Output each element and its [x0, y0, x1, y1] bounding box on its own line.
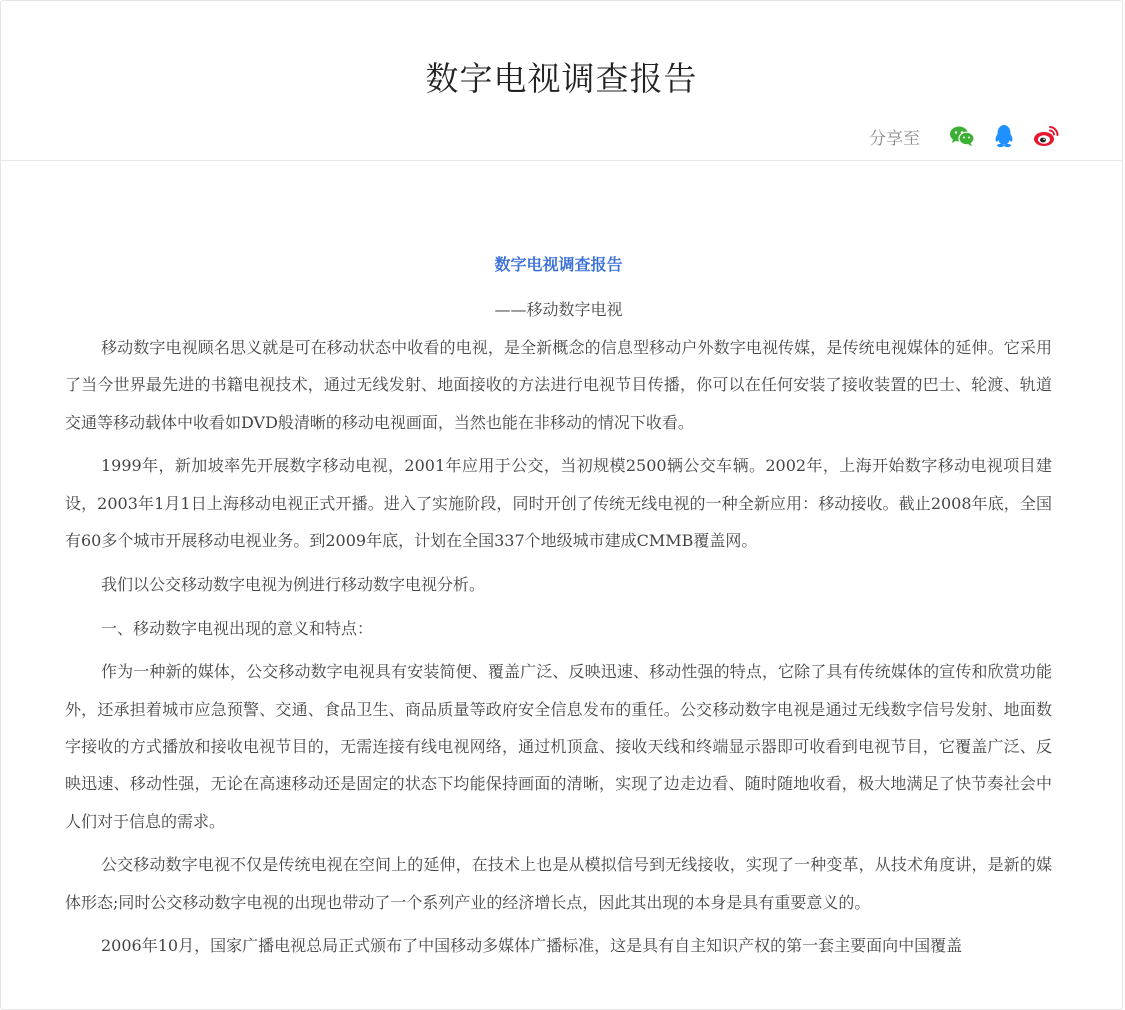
article-paragraph: 一、移动数字电视出现的意义和特点： [101, 618, 374, 638]
article-paragraph: 移动数字电视顾名思义就是可在移动状态中收看的电视，是全新概念的信息型移动户外数字电视传媒，是传统电视媒体的延伸。它采用了当今世界最先进的书籍电视技术，通过无线发射、地面接收的方法进行电视节目传播，你可以在任何安装了接收装置的巴士、轮渡、轨道交通等移动载体中收看如DVD般清晰的移动电视画面，当然也能在非移动的情况下收看。 [65, 338, 1052, 432]
page-title: 数字电视调查报告 [425, 59, 698, 98]
page-header [1, 1, 1122, 161]
weibo-icon[interactable] [1032, 122, 1060, 150]
share-label: 分享至 [869, 128, 920, 149]
article-paragraph: 1999年，新加坡率先开展数字移动电视，2001年应用于公交，当初规模2500辆公交车辆。2002年，上海开始数字移动电视项目建设，2003年1月1日上海移动电视正式开播。进入了实施阶段，同时开创了传统无线电视的一种全新应用：移动接收。截止2008年底，全国有60多个城市开展移动电视业务。到2009年底，计划在全国337个地级城市建成CMMB覆盖网。 [65, 456, 1052, 550]
share-bar [869, 121, 1060, 151]
article-paragraph: 公交移动数字电视不仅是传统电视在空间上的延伸，在技术上也是从模拟信号到无线接收，实现了一种变革，从技术角度讲，是新的媒体形态;同时公交移动数字电视的出现也带动了一个系列产业的经济增长点，因此其出现的本身是具有重要意义的。 [65, 855, 1052, 912]
wechat-icon[interactable] [948, 122, 976, 150]
article-subheading: ——移动数字电视 [494, 300, 623, 319]
qq-icon[interactable] [990, 122, 1018, 150]
article-paragraph: 作为一种新的媒体，公交移动数字电视具有安装简便、覆盖广泛、反映迅速、移动性强的特点，它除了具有传统媒体的宣传和欣赏功能外，还承担着城市应急预警、交通、食品卫生、商品质量等政府安全信息发布的重任。公交移动数字电视是通过无线数字信号发射、地面数字接收的方式播放和接收电视节目的，无需连接有线电视网络，通过机顶盒、接收天线和终端显示器即可收看到电视节目，它覆盖广泛、反映迅速、移动性强，无论在高速移动还是固定的状态下均能保持画面的清晰，实现了边走边看、随时随地收看，极大地满足了快节奏社会中人们对于信息的需求。 [65, 662, 1052, 831]
article-heading: 数字电视调查报告 [494, 255, 623, 274]
article-paragraph: 我们以公交移动数字电视为例进行移动数字电视分析。 [101, 574, 486, 594]
article-content [65, 161, 1052, 965]
article-paragraph: 2006年10月，国家广播电视总局正式颁布了中国移动多媒体广播标准，这是具有自主知识产权的第一套主要面向中国覆盖 [101, 936, 963, 956]
